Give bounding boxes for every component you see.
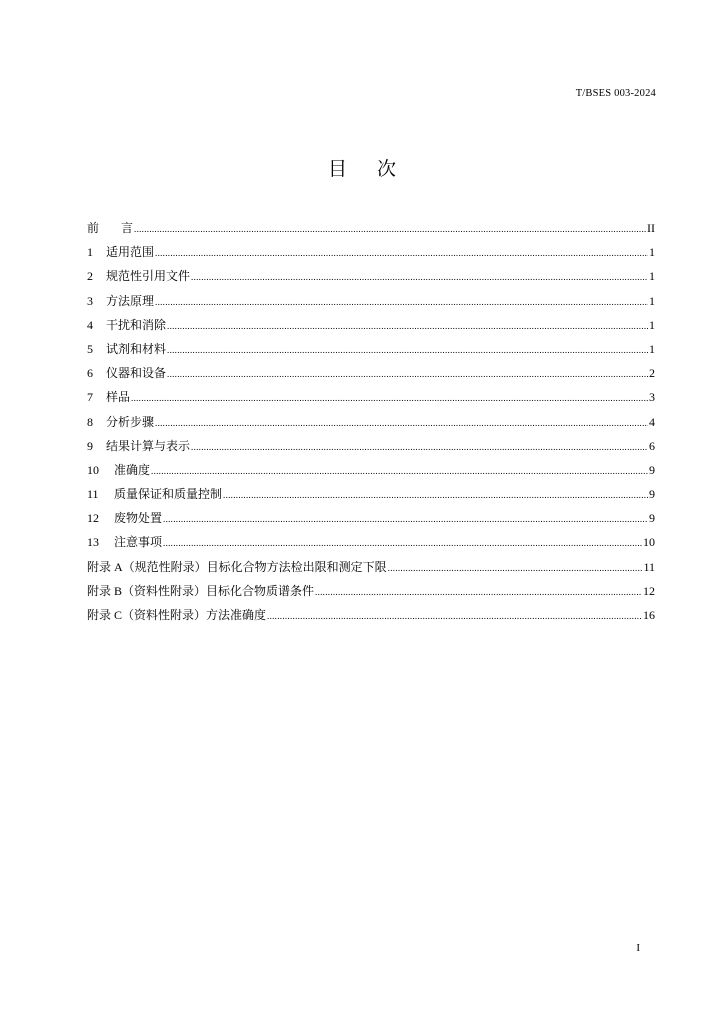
toc-leader-dots — [131, 389, 648, 407]
toc-leader-dots — [191, 268, 648, 286]
toc-entry-appendix-a[interactable] — [87, 558, 655, 582]
table-of-contents — [87, 219, 655, 630]
toc-leader-dots — [155, 414, 648, 432]
toc-leader-dots — [134, 220, 646, 238]
toc-entry-4[interactable] — [87, 316, 655, 340]
toc-leader-dots — [223, 486, 648, 504]
toc-entry-label: 4 干扰和消除 — [87, 317, 167, 332]
toc-entry-label: 附录 C（资料性附录）方法准确度 — [87, 608, 267, 622]
toc-entry-page: 11 — [643, 559, 655, 574]
toc-entry-label: 9 结果计算与表示 — [87, 438, 191, 453]
toc-entry-label: 3 方法原理 — [87, 293, 155, 308]
toc-entry-1[interactable] — [87, 243, 655, 267]
toc-entry-13[interactable] — [87, 533, 655, 557]
toc-leader-dots — [191, 438, 648, 456]
toc-entry-7[interactable] — [87, 388, 655, 412]
toc-entry-page: 9 — [649, 462, 655, 477]
toc-entry-label: 10 准确度 — [87, 462, 151, 477]
toc-entry-page: 1 — [649, 341, 655, 356]
toc-entry-page: II — [647, 221, 655, 235]
toc-entry-11[interactable] — [87, 485, 655, 509]
toc-entry-page: 9 — [649, 511, 655, 526]
toc-entry-9[interactable] — [87, 437, 655, 461]
toc-entry-foreword[interactable] — [87, 219, 655, 243]
toc-entry-label: 附录 B（资料性附录）目标化合物质谱条件 — [87, 583, 315, 598]
toc-leader-dots — [267, 607, 642, 625]
toc-entry-8[interactable] — [87, 413, 655, 437]
toc-entry-3[interactable] — [87, 292, 655, 316]
toc-leader-dots — [167, 317, 648, 335]
toc-entry-10[interactable] — [87, 461, 655, 485]
toc-leader-dots — [155, 293, 648, 311]
title-char-2: 次 — [377, 159, 397, 180]
toc-entry-label: 附录 A（规范性附录）目标化合物方法检出限和测定下限 — [87, 559, 387, 574]
toc-entry-label: 2 规范性引用文件 — [87, 269, 191, 284]
toc-entry-page: 2 — [649, 366, 655, 381]
page-title — [0, 154, 724, 181]
toc-leader-dots — [167, 341, 648, 359]
toc-entry-label: 前 言 — [87, 221, 134, 235]
toc-entry-label: 6 仪器和设备 — [87, 366, 167, 381]
toc-entry-label: 7 样品 — [87, 390, 131, 405]
toc-entry-page: 1 — [649, 317, 655, 332]
toc-entry-page: 6 — [649, 438, 655, 453]
toc-entry-label: 11 质量保证和质量控制 — [87, 487, 223, 502]
toc-entry-page: 10 — [643, 535, 655, 550]
title-char-1: 目 — [327, 159, 347, 180]
toc-entry-page: 1 — [649, 293, 655, 308]
toc-entry-12[interactable] — [87, 509, 655, 533]
toc-entry-5[interactable] — [87, 340, 655, 364]
toc-entry-label: 13 注意事项 — [87, 535, 163, 550]
toc-entry-2[interactable] — [87, 267, 655, 291]
toc-entry-page: 1 — [649, 245, 655, 260]
toc-entry-label: 12 废物处置 — [87, 511, 163, 526]
toc-leader-dots — [315, 583, 642, 601]
toc-leader-dots — [388, 559, 643, 577]
toc-entry-page: 4 — [649, 414, 655, 429]
toc-leader-dots — [151, 462, 648, 480]
toc-entry-page: 3 — [649, 390, 655, 405]
toc-entry-page: 12 — [643, 583, 655, 598]
toc-entry-page: 16 — [643, 608, 655, 622]
document-code: T/BSES 003-2024 — [575, 88, 656, 99]
toc-leader-dots — [163, 534, 642, 552]
toc-entry-page: 1 — [649, 269, 655, 284]
page-number: I — [636, 942, 640, 954]
toc-entry-6[interactable] — [87, 364, 655, 388]
toc-leader-dots — [155, 244, 648, 262]
toc-entry-appendix-b[interactable] — [87, 582, 655, 606]
toc-entry-label: 8 分析步骤 — [87, 414, 155, 429]
toc-leader-dots — [167, 365, 648, 383]
toc-entry-label: 1 适用范围 — [87, 245, 155, 260]
toc-entry-appendix-c[interactable] — [87, 606, 655, 630]
toc-entry-label: 5 试剂和材料 — [87, 341, 167, 356]
toc-leader-dots — [163, 510, 648, 528]
toc-entry-page: 9 — [649, 487, 655, 502]
